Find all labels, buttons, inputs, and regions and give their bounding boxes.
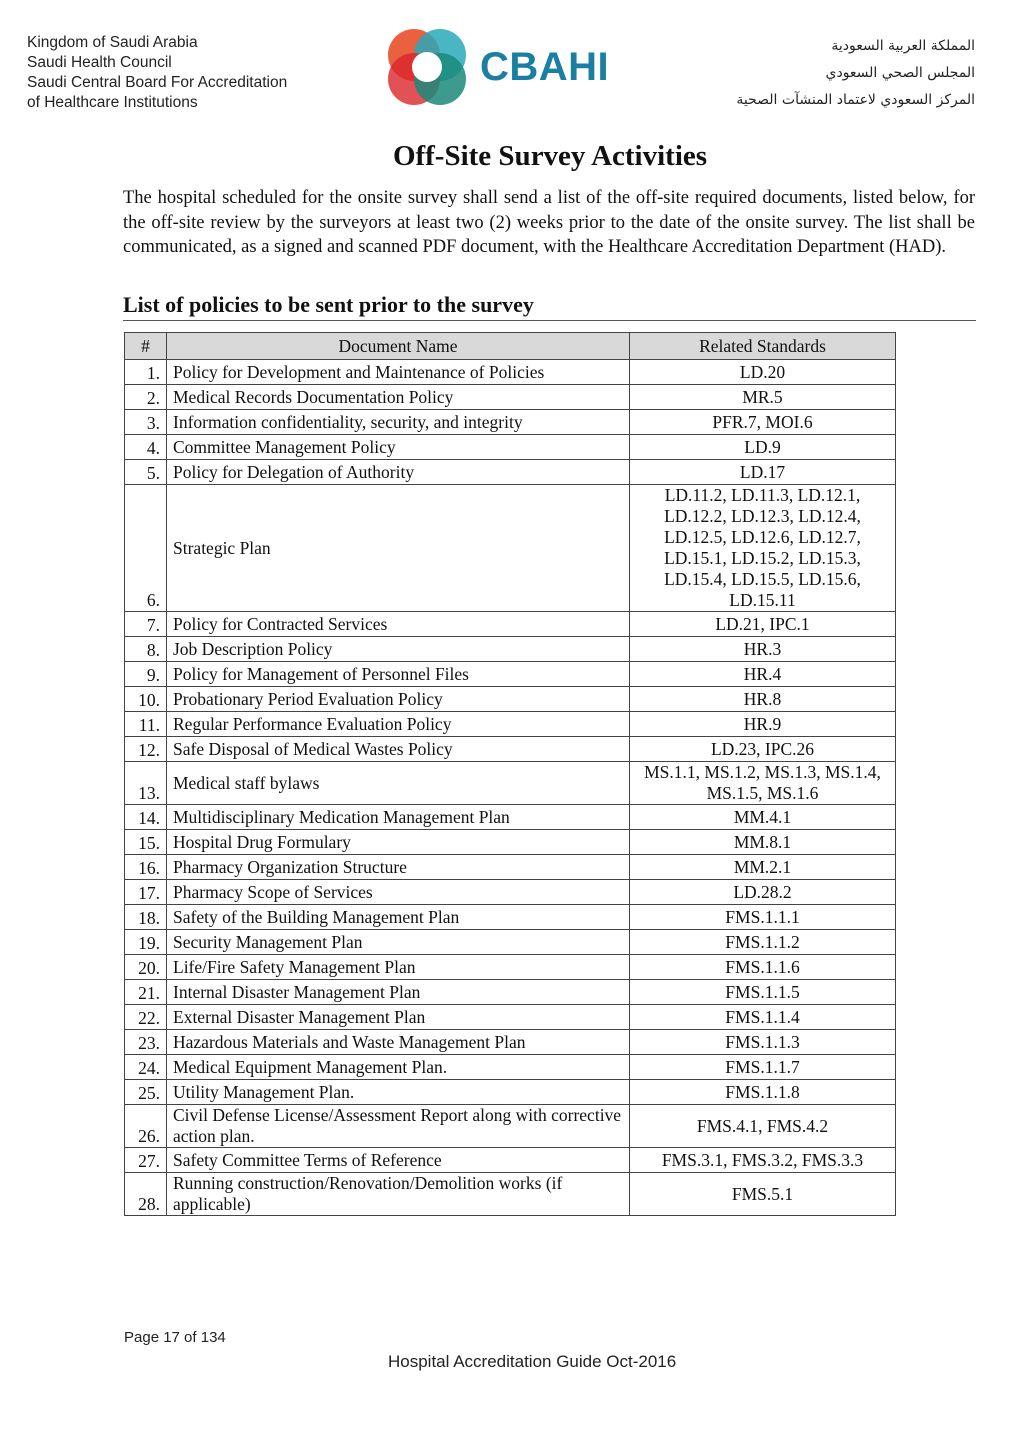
table-row (125, 905, 896, 930)
document-name: Safe Disposal of Medical Wastes Policy (167, 737, 630, 762)
related-standards: FMS.1.1.3 (630, 1030, 896, 1055)
row-number: 20. (125, 955, 167, 980)
row-number: 23. (125, 1030, 167, 1055)
page-title: Off-Site Survey Activities (392, 140, 708, 172)
document-name: Running construction/Renovation/Demolition works (if applicable) (167, 1173, 630, 1216)
related-standards: LD.17 (630, 460, 896, 485)
row-number: 10. (125, 687, 167, 712)
row-number: 7. (125, 612, 167, 637)
related-standards: HR.3 (630, 637, 896, 662)
related-standards: FMS.1.1.5 (630, 980, 896, 1005)
table-row (125, 930, 896, 955)
row-number: 21. (125, 980, 167, 1005)
table-row (125, 612, 896, 637)
table-row (125, 737, 896, 762)
related-standards: HR.8 (630, 687, 896, 712)
column-header-document-name: Document Name (167, 333, 630, 360)
table-row (125, 1055, 896, 1080)
org-line: Saudi Central Board For Accreditation (27, 74, 288, 91)
table-row (125, 712, 896, 737)
related-standards: PFR.7, MOI.6 (630, 410, 896, 435)
table-row (125, 435, 896, 460)
document-name: Security Management Plan (167, 930, 630, 955)
row-number: 15. (125, 830, 167, 855)
document-name: External Disaster Management Plan (167, 1005, 630, 1030)
row-number: 12. (125, 737, 167, 762)
cbahi-emblem-icon (384, 25, 470, 109)
org-line: Saudi Health Council (27, 54, 172, 71)
column-header-related-standards: Related Standards (630, 333, 896, 360)
arabic-line: المجلس الصحي السعودي (825, 65, 975, 81)
table-row (125, 1080, 896, 1105)
row-number: 28. (125, 1173, 167, 1216)
table-row (125, 762, 896, 805)
row-number: 5. (125, 460, 167, 485)
document-name: Policy for Development and Maintenance of Policies (167, 360, 630, 385)
row-number: 18. (125, 905, 167, 930)
table-row (125, 880, 896, 905)
row-number: 16. (125, 855, 167, 880)
row-number: 9. (125, 662, 167, 687)
table-row (125, 687, 896, 712)
table-row (125, 805, 896, 830)
related-standards: MS.1.1, MS.1.2, MS.1.3, MS.1.4, MS.1.5, MS.1.6 (630, 762, 896, 805)
document-name: Information confidentiality, security, and integrity (167, 410, 630, 435)
org-name-english (27, 33, 287, 113)
row-number: 17. (125, 880, 167, 905)
document-name: Medical Equipment Management Plan. (167, 1055, 630, 1080)
document-name: Pharmacy Scope of Services (167, 880, 630, 905)
row-number: 26. (125, 1105, 167, 1148)
document-name: Hazardous Materials and Waste Management Plan (167, 1030, 630, 1055)
page-number: Page 17 of 134 (124, 1329, 226, 1346)
related-standards: LD.28.2 (630, 880, 896, 905)
table-row (125, 662, 896, 687)
row-number: 22. (125, 1005, 167, 1030)
related-standards: FMS.1.1.6 (630, 955, 896, 980)
row-number: 19. (125, 930, 167, 955)
logo-text: CBAHI (480, 44, 610, 89)
related-standards: FMS.1.1.4 (630, 1005, 896, 1030)
table-row (125, 855, 896, 880)
related-standards: HR.4 (630, 662, 896, 687)
table-header-row (125, 333, 896, 360)
document-name: Medical staff bylaws (167, 762, 630, 805)
related-standards: FMS.1.1.8 (630, 1080, 896, 1105)
related-standards: FMS.1.1.2 (630, 930, 896, 955)
arabic-line: المملكة العربية السعودية (831, 38, 975, 54)
cbahi-logo (384, 25, 624, 109)
table-row (125, 830, 896, 855)
document-name: Committee Management Policy (167, 435, 630, 460)
document-name: Safety of the Building Management Plan (167, 905, 630, 930)
table-body (125, 360, 896, 1216)
footer-guide-title: Hospital Accreditation Guide Oct-2016 (388, 1352, 677, 1371)
document-name: Internal Disaster Management Plan (167, 980, 630, 1005)
section-heading: List of policies to be sent prior to the survey (123, 292, 976, 321)
intro-paragraph: The hospital scheduled for the onsite survey shall send a list of the off-site required documents, listed below, for the off-site review by the surveyors at least two (2) weeks prior to the date of the onsite survey. The list shall be communicated, as a signed and scanned PDF document, with the Healthcare Accreditation Department (HAD). (123, 188, 975, 257)
table-row (125, 1030, 896, 1055)
table-row (125, 360, 896, 385)
document-name: Medical Records Documentation Policy (167, 385, 630, 410)
row-number: 11. (125, 712, 167, 737)
table-row (125, 410, 896, 435)
related-standards: FMS.3.1, FMS.3.2, FMS.3.3 (630, 1148, 896, 1173)
related-standards: LD.23, IPC.26 (630, 737, 896, 762)
table-row (125, 1105, 896, 1148)
document-name: Strategic Plan (167, 485, 630, 612)
related-standards: FMS.5.1 (630, 1173, 896, 1216)
related-standards: LD.20 (630, 360, 896, 385)
related-standards: FMS.1.1.1 (630, 905, 896, 930)
row-number: 1. (125, 360, 167, 385)
related-standards: FMS.4.1, FMS.4.2 (630, 1105, 896, 1148)
row-number: 14. (125, 805, 167, 830)
table-row (125, 637, 896, 662)
column-header-number: # (125, 333, 167, 360)
related-standards: MM.2.1 (630, 855, 896, 880)
org-line: Kingdom of Saudi Arabia (27, 34, 198, 51)
document-name: Civil Defense License/Assessment Report along with corrective action plan. (167, 1105, 630, 1148)
table-row (125, 955, 896, 980)
row-number: 25. (125, 1080, 167, 1105)
table-row (125, 485, 896, 612)
row-number: 8. (125, 637, 167, 662)
table-row (125, 1005, 896, 1030)
related-standards: MM.8.1 (630, 830, 896, 855)
document-name: Job Description Policy (167, 637, 630, 662)
document-name: Life/Fire Safety Management Plan (167, 955, 630, 980)
table-row (125, 1148, 896, 1173)
table-row (125, 1173, 896, 1216)
document-name: Pharmacy Organization Structure (167, 855, 630, 880)
document-name: Policy for Delegation of Authority (167, 460, 630, 485)
document-name: Policy for Management of Personnel Files (167, 662, 630, 687)
row-number: 6. (125, 485, 167, 612)
related-standards: MM.4.1 (630, 805, 896, 830)
document-name: Probationary Period Evaluation Policy (167, 687, 630, 712)
table-row (125, 385, 896, 410)
related-standards: MR.5 (630, 385, 896, 410)
row-number: 3. (125, 410, 167, 435)
arabic-line: المركز السعودي لاعتماد المنشآت الصحية (736, 92, 975, 108)
related-standards: LD.21, IPC.1 (630, 612, 896, 637)
org-name-arabic (736, 33, 975, 114)
document-name: Regular Performance Evaluation Policy (167, 712, 630, 737)
row-number: 13. (125, 762, 167, 805)
table-row (125, 980, 896, 1005)
org-line: of Healthcare Institutions (27, 94, 198, 111)
document-name: Safety Committee Terms of Reference (167, 1148, 630, 1173)
row-number: 24. (125, 1055, 167, 1080)
related-standards: HR.9 (630, 712, 896, 737)
related-standards: FMS.1.1.7 (630, 1055, 896, 1080)
policies-table (124, 332, 896, 1216)
related-standards: LD.11.2, LD.11.3, LD.12.1, LD.12.2, LD.12.3, LD.12.4, LD.12.5, LD.12.6, LD.12.7, LD.15.1, LD.15.2, LD.15.3, LD.15.4, LD.15.5, LD.15.6, LD.15.11 (630, 485, 896, 612)
document-name: Policy for Contracted Services (167, 612, 630, 637)
row-number: 4. (125, 435, 167, 460)
document-name: Hospital Drug Formulary (167, 830, 630, 855)
table-row (125, 460, 896, 485)
row-number: 2. (125, 385, 167, 410)
related-standards: LD.9 (630, 435, 896, 460)
document-name: Multidisciplinary Medication Management Plan (167, 805, 630, 830)
document-name: Utility Management Plan. (167, 1080, 630, 1105)
row-number: 27. (125, 1148, 167, 1173)
